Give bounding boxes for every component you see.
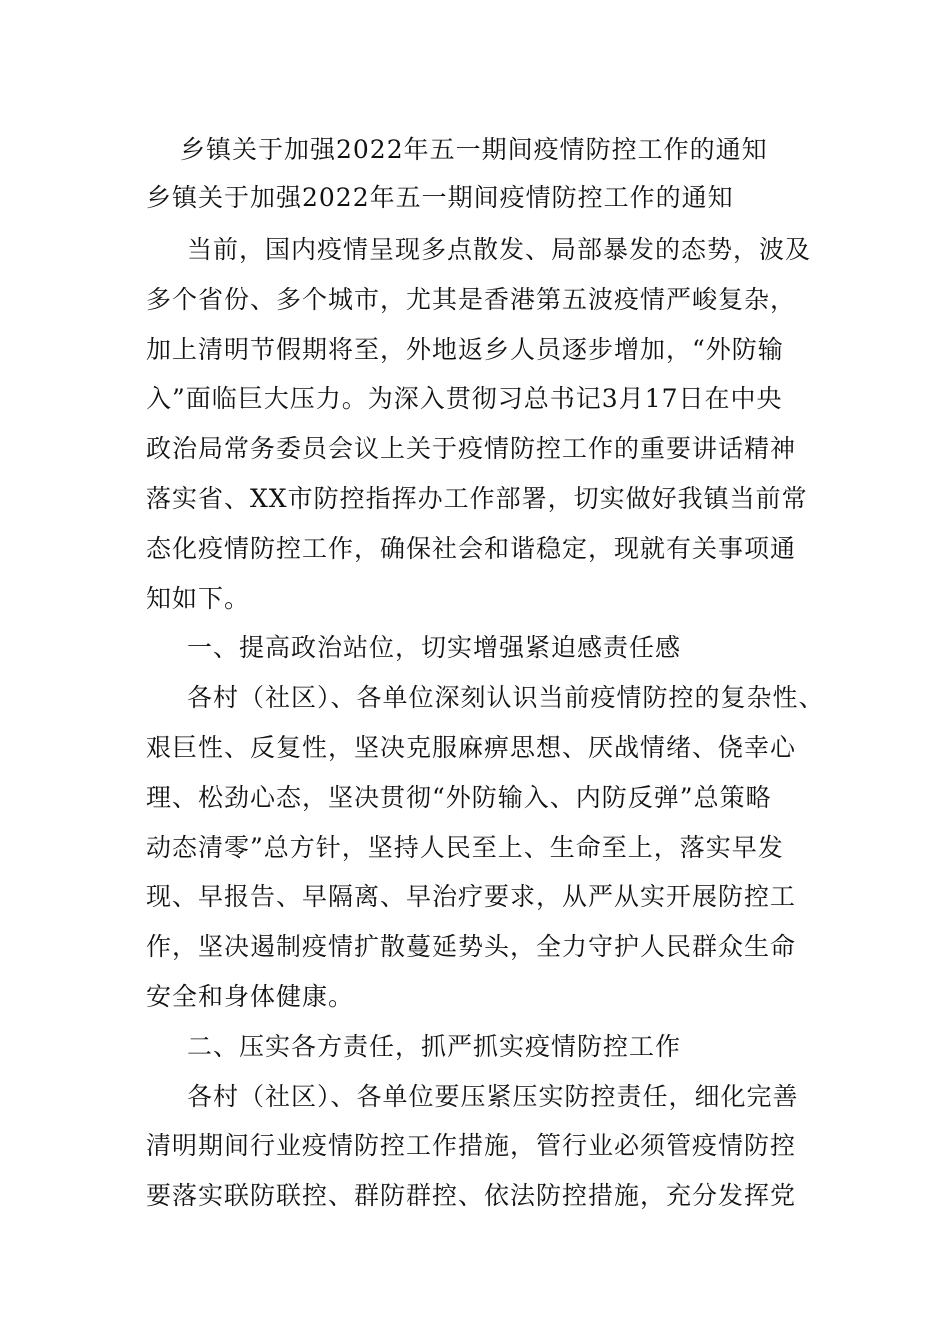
section-heading: 一、提高政治站位，切实增强紧迫感责任感 xyxy=(187,633,682,662)
intro-paragraph-line: 加上清明节假期将至，外地返乡人员逐步增加，“外防输 xyxy=(146,335,784,364)
section2-paragraph-line: 清明期间行业疫情防控工作措施，管行业必须管疫情防控 xyxy=(146,1131,797,1160)
intro-paragraph-line: 入”面临巨大压力。为深入贯彻习总书记3月17日在中央 xyxy=(146,384,783,413)
intro-paragraph-line: 当前，国内疫情呈现多点散发、局部暴发的态势，波及 xyxy=(187,235,812,264)
intro-paragraph-line: 落实省、XX市防控指挥办工作部署，切实做好我镇当前常 xyxy=(146,484,808,513)
section-heading: 二、压实各方责任，抓严抓实疫情防控工作 xyxy=(187,1032,682,1061)
section1-paragraph-line: 艰巨性、反复性，坚决克服麻痹思想、厌战情绪、侥幸心 xyxy=(146,733,797,762)
intro-paragraph-line: 多个省份、多个城市，尤其是香港第五波疫情严峻复杂， xyxy=(146,285,797,314)
section2-paragraph-line: 各村（社区）、各单位要压紧压实防控责任，细化完善 xyxy=(187,1082,799,1111)
document-title-repeat: 乡镇关于加强2022年五一期间疫情防控工作的通知 xyxy=(146,183,734,212)
section1-paragraph-line: 安全和身体健康。 xyxy=(146,982,355,1011)
intro-paragraph-line: 知如下。 xyxy=(146,584,251,613)
intro-paragraph-line: 政治局常务委员会议上关于疫情防控工作的重要讲话精神 xyxy=(146,434,797,463)
section1-paragraph-line: 各村（社区）、各单位深刻认识当前疫情防控的复杂性、 xyxy=(187,683,825,712)
section1-paragraph-line: 作，坚决遏制疫情扩散蔓延势头，全力守护人民群众生命 xyxy=(146,932,797,961)
section1-paragraph-line: 现、早报告、早隔离、早治疗要求，从严从实开展防控工 xyxy=(146,882,797,911)
section2-paragraph-line: 要落实联防联控、群防群控、依法防控措施，充分发挥党 xyxy=(146,1181,797,1210)
intro-paragraph-line: 态化疫情防控工作，确保社会和谐稳定，现就有关事项通 xyxy=(146,534,797,563)
section1-paragraph-line: 动态清零”总方针，坚持人民至上、生命至上，落实早发 xyxy=(146,833,784,862)
section1-paragraph-line: 理、松劲心态，坚决贯彻“外防输入、内防反弹”总策略 xyxy=(146,783,772,812)
document-title: 乡镇关于加强2022年五一期间疫情防控工作的通知 xyxy=(180,135,768,164)
